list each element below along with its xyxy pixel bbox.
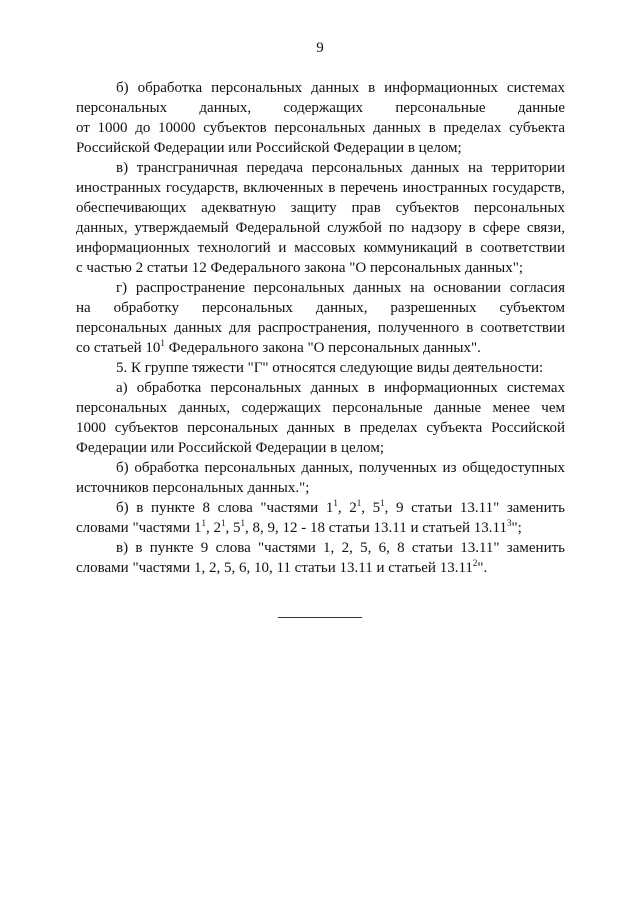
paragraph-b-item-8	[76, 498, 565, 538]
paragraph-b-public-sources	[76, 458, 565, 498]
superscript: 2	[472, 558, 478, 568]
text-line: персональных данных для распространения, полученного в соответствии	[76, 320, 565, 336]
text-line: б) обработка персональных данных в информационных системах	[116, 80, 565, 96]
paragraph-g-distribution	[76, 278, 565, 358]
text-line: Федерации или Российской Федерации в целом;	[76, 440, 385, 456]
superscript: 1	[356, 498, 362, 508]
text-line: информационных технологий и массовых коммуникаций в соответствии	[76, 240, 565, 256]
text-line: обеспечивающих адекватную защиту прав субъектов персональных	[76, 200, 565, 216]
text-line: б) обработка персональных данных, полученных из общедоступных	[116, 460, 565, 476]
text-line: с частью 2 статьи 12 Федерального закона "О персональных данных";	[76, 260, 524, 276]
page-number: 9	[316, 40, 324, 56]
text-line: источников персональных данных.";	[76, 480, 310, 496]
text-line: от 1000 до 10000 субъектов персональных данных в пределах субъекта	[76, 120, 565, 136]
paragraph-group-g-heading	[76, 358, 565, 378]
text-line: иностранных государств, включенных в перечень иностранных государств,	[76, 180, 565, 196]
superscript: 3	[506, 518, 512, 528]
text-line: словами "частями 1, 2, 5, 6, 10, 11 статьи 13.11 и статьей 13.11$^2$".	[76, 558, 488, 576]
text-line: Российской Федерации или Российской Федерации в целом;	[76, 140, 462, 156]
superscript: 1	[380, 498, 385, 508]
document-body	[76, 78, 565, 578]
text-line: в) в пункте 9 слова "частями 1, 2, 5, 6, 8 статьи 13.11" заменить	[116, 540, 565, 556]
paragraph-a-processing	[76, 378, 565, 458]
text-line: данных, утверждаемый Федеральной службой по надзору в сфере связи,	[76, 220, 565, 236]
text-line: персональных данных, содержащих персональные данные	[76, 100, 565, 116]
superscript: 1	[240, 518, 245, 528]
superscript: 1	[220, 518, 226, 528]
text-line: 5. К группе тяжести "Г" относятся следующие виды деятельности:	[116, 360, 544, 376]
superscript: 1	[201, 518, 206, 528]
text-line: со статьей $10^1$ Федерального закона "О персональных данных".	[76, 338, 481, 356]
superscript: 1	[333, 498, 338, 508]
paragraph-v-item-9	[76, 538, 565, 578]
text-line: персональных данных, содержащих персональные данные менее чем	[76, 400, 565, 416]
text-line: а) обработка персональных данных в информационных системах	[116, 380, 565, 396]
paragraph-b-processing	[76, 78, 565, 158]
paragraph-v-transborder	[76, 158, 565, 278]
text-line: на обработку персональных данных, разрешенных субъектом	[76, 300, 565, 316]
text-line: словами "частями $1^1$, $2^1$, $5^1$, 8, 9, 12 - 18 статьи 13.11 и статьей 13.11$^3$";	[76, 518, 522, 536]
text-line: в) трансграничная передача персональных данных на территории	[116, 160, 565, 176]
superscript: 1	[160, 338, 165, 348]
end-divider-line	[278, 617, 362, 618]
text-line: г) распространение персональных данных на основании согласия	[116, 280, 565, 296]
text-line: б) в пункте 8 слова "частями $1^1$, $2^1$, $5^1$, 9 статьи 13.11" заменить	[116, 498, 566, 516]
text-line: 1000 субъектов персональных данных в пределах субъекта Российской	[76, 420, 565, 436]
